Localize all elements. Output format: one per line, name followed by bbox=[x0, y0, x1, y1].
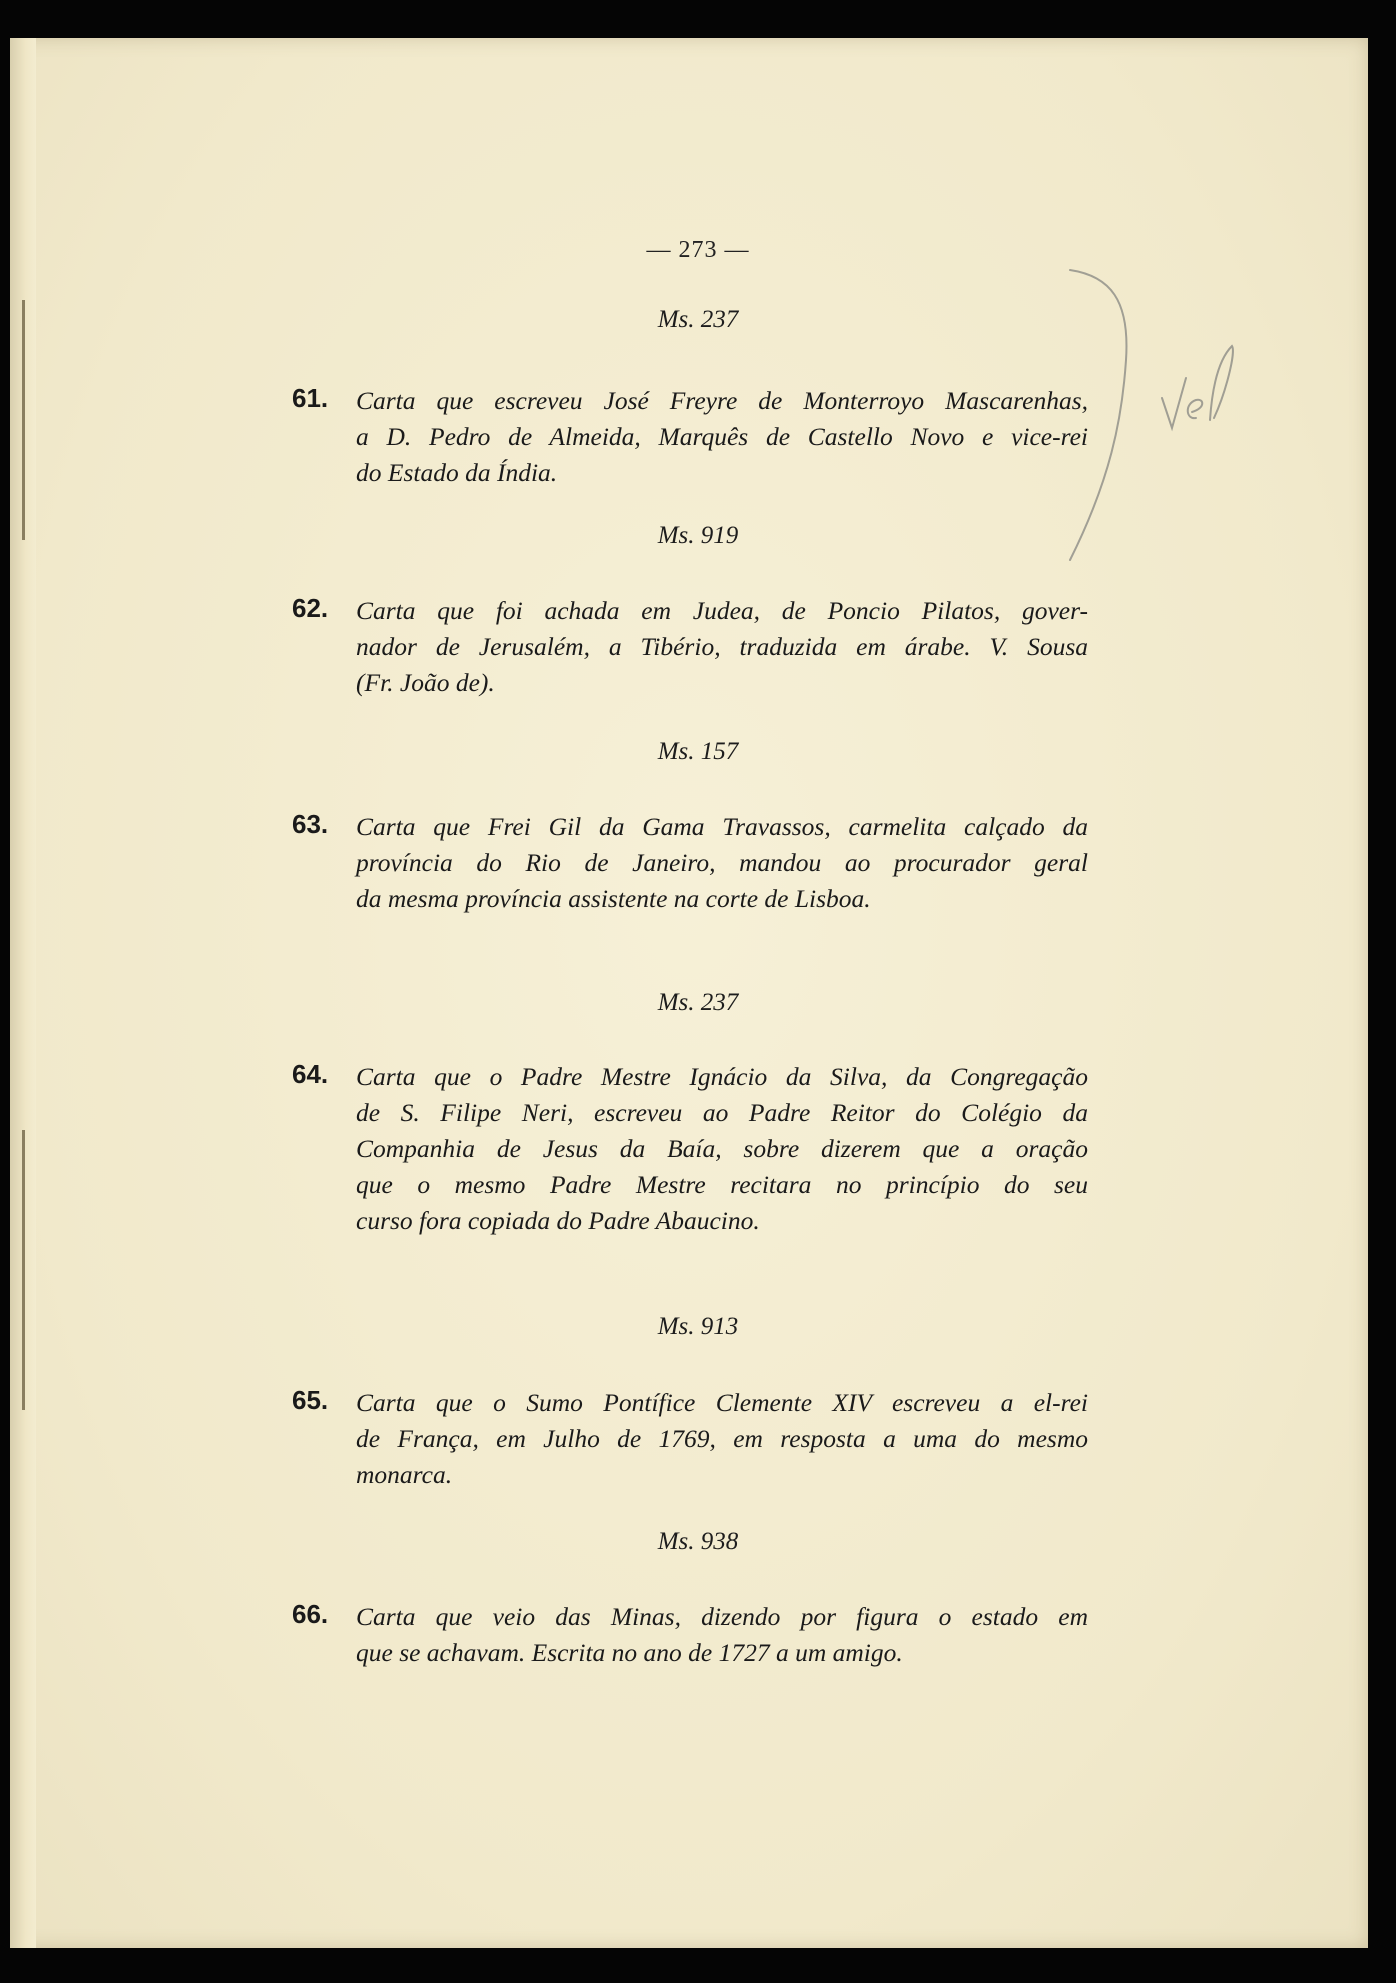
entry-text bbox=[356, 1599, 1088, 1671]
entry-number: 63. bbox=[292, 809, 329, 839]
binding-thread-lower bbox=[22, 1130, 25, 1410]
entry-number: 65. bbox=[292, 1385, 329, 1415]
entry-line: Carta que o Padre Mestre Ignácio da Silva, da Congregação bbox=[356, 1062, 1088, 1091]
entry-line: Carta que escreveu José Freyre de Monterroyo Mascarenhas, bbox=[356, 386, 1088, 415]
entry-line: (Fr. João de). bbox=[356, 668, 495, 697]
entry-line: Carta que o Sumo Pontífice Clemente XIV escreveu a el-rei bbox=[356, 1388, 1088, 1417]
entry-line: Companhia de Jesus da Baía, sobre dizerem que a oração bbox=[356, 1134, 1088, 1163]
page-number: — 273 — bbox=[646, 237, 750, 263]
entry-number: 66. bbox=[292, 1599, 329, 1629]
entry-number: 64. bbox=[292, 1059, 329, 1089]
entry-text bbox=[356, 383, 1088, 491]
binding-thread-upper bbox=[22, 300, 25, 540]
entry-text bbox=[356, 1385, 1088, 1493]
entry-line: que se achavam. Escrita no ano de 1727 a um amigo. bbox=[356, 1638, 903, 1667]
entry-text bbox=[356, 809, 1088, 917]
entry-line: do Estado da Índia. bbox=[356, 458, 558, 487]
entry-line: de França, em Julho de 1769, em resposta a uma do mesmo bbox=[356, 1424, 1088, 1453]
entry-line: Carta que foi achada em Judea, de Poncio Pilatos, gover- bbox=[356, 596, 1088, 625]
entry-line: curso fora copiada do Padre Abaucino. bbox=[356, 1206, 760, 1235]
entry-line: nador de Jerusalém, a Tibério, traduzida em árabe. V. Sousa bbox=[356, 632, 1088, 661]
catalog-entry bbox=[292, 809, 1092, 929]
ms-reference: Ms. 938 bbox=[657, 1528, 739, 1555]
ms-reference: Ms. 237 bbox=[657, 989, 739, 1016]
entry-line: de S. Filipe Neri, escreveu ao Padre Reitor do Colégio da bbox=[356, 1098, 1088, 1127]
catalog-entry bbox=[292, 1059, 1092, 1249]
entry-line: monarca. bbox=[356, 1460, 453, 1489]
catalog-entry bbox=[292, 1599, 1092, 1679]
entry-line: província do Rio de Janeiro, mandou ao procurador geral bbox=[356, 848, 1088, 877]
catalog-entry bbox=[292, 593, 1092, 713]
entry-line: Carta que veio das Minas, dizendo por figura o estado em bbox=[356, 1602, 1088, 1631]
entry-text bbox=[356, 593, 1088, 701]
ms-reference: Ms. 157 bbox=[657, 738, 739, 765]
catalog-entry bbox=[292, 383, 1092, 503]
entry-number: 62. bbox=[292, 593, 329, 623]
ms-reference: Ms. 919 bbox=[657, 522, 739, 549]
ms-reference: Ms. 913 bbox=[657, 1313, 739, 1340]
entry-line: que o mesmo Padre Mestre recitara no princípio do seu bbox=[356, 1170, 1088, 1199]
entry-line: Carta que Frei Gil da Gama Travassos, carmelita calçado da bbox=[356, 812, 1088, 841]
catalog-entry bbox=[292, 1385, 1092, 1505]
entry-number: 61. bbox=[292, 383, 329, 413]
entry-text bbox=[356, 1059, 1088, 1239]
ms-reference: Ms. 237 bbox=[657, 306, 739, 333]
entry-line: a D. Pedro de Almeida, Marquês de Castello Novo e vice-rei bbox=[356, 422, 1088, 451]
entry-line: da mesma província assistente na corte de Lisboa. bbox=[356, 884, 871, 913]
